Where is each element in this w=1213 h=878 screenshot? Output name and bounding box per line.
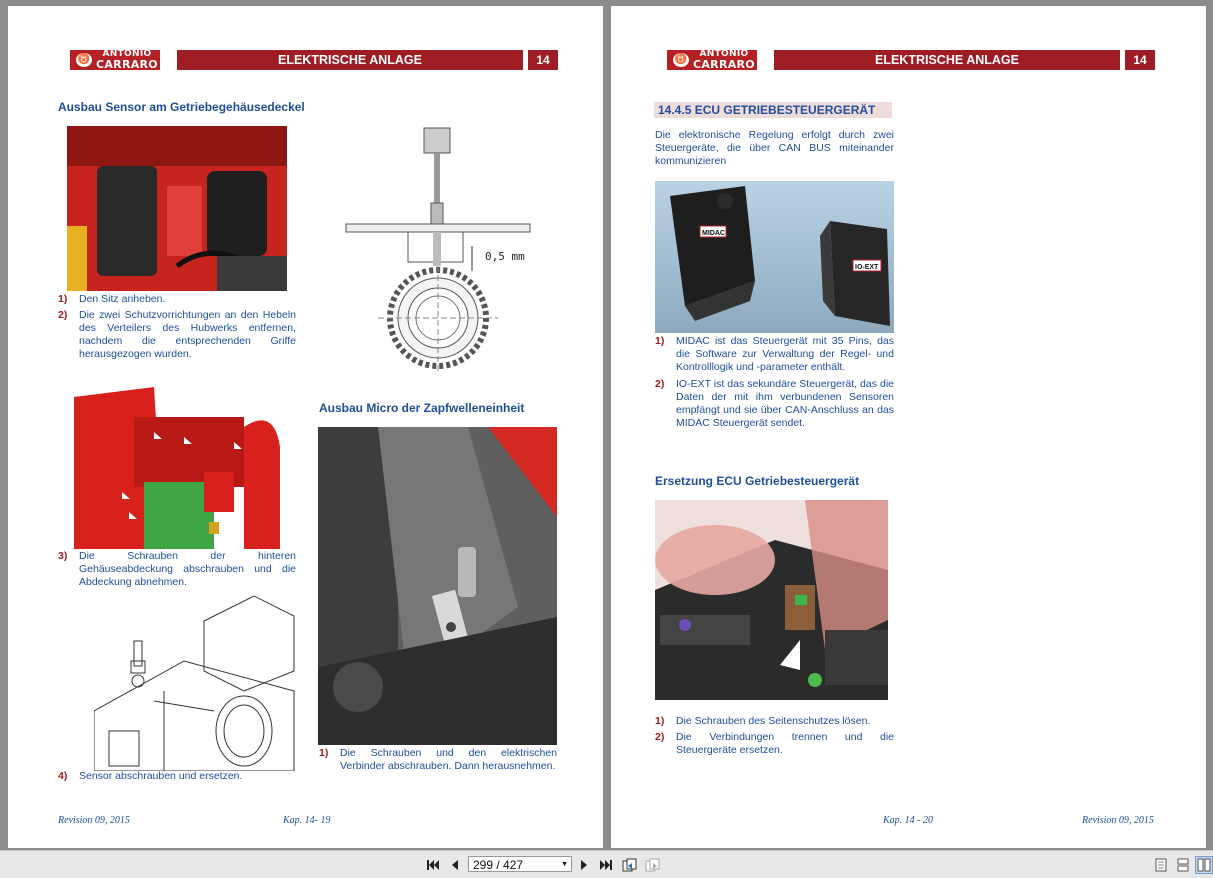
item-text: Die Schrauben der hinteren Gehäuseabdeckung abschrauben und die Abdeckung abnehmen.	[79, 550, 296, 588]
section-title-replace-ecu: Ersetzung ECU Getriebesteuergerät	[655, 474, 860, 488]
document-page-right	[611, 6, 1206, 848]
chapter-title: ELEKTRISCHE ANLAGE	[774, 50, 1120, 70]
midac-label: MIDAC	[702, 230, 725, 237]
ioext-label: IO-EXT	[855, 264, 879, 271]
list-item	[58, 293, 296, 306]
section-title-ecu: 14.4.5 ECU GETRIEBESTEUERGERÄT	[654, 102, 892, 118]
section-title-sensor: Ausbau Sensor am Getriebegehäusedeckel	[58, 100, 305, 114]
item-text: Sensor abschrauben und ersetzen.	[79, 770, 243, 782]
item-number: 3)	[58, 550, 68, 562]
list-item	[58, 550, 296, 589]
item-text: Den Sitz anheben.	[79, 293, 166, 305]
bull-logo-icon: ♉	[77, 54, 91, 65]
brand-bottom: CARRARO	[96, 58, 158, 71]
next-page-icon	[579, 859, 589, 871]
footer-revision: Revision 09, 2015	[58, 815, 130, 826]
chapter-number: 14	[528, 50, 558, 70]
item-number: 4)	[58, 770, 68, 782]
sensor-gap-drawing	[338, 126, 538, 371]
item-text: IO-EXT ist das sekundäre Steuergerät, das die Daten der mit ihm verbundenen Sensoren empfängt und sie über CAN-Anschluss an das MIDAC Steuergerät sendet.	[676, 378, 894, 429]
item-number: 1)	[58, 293, 68, 305]
list-item	[655, 731, 894, 757]
viewer-toolbar	[0, 850, 1213, 878]
photo-ecu-units	[655, 181, 894, 333]
last-page-button[interactable]	[597, 856, 615, 874]
brand-logo	[667, 50, 757, 70]
go-forward-view-button[interactable]	[644, 856, 662, 874]
item-number: 1)	[655, 715, 665, 727]
list-item	[58, 770, 296, 783]
brand-logo	[70, 50, 160, 70]
item-text: Die Schrauben des Seitenschutzes lösen.	[676, 715, 871, 727]
continuous-view-button[interactable]	[1174, 856, 1192, 874]
gap-label: 0,5 mm	[485, 250, 525, 263]
intro-paragraph: Die elektronische Regelung erfolgt durch zwei Steuergeräte, die über CAN BUS miteinander kommunizieren	[655, 129, 894, 167]
list-item	[655, 335, 894, 374]
section-title-micro: Ausbau Micro der Zapfwelleneinheit	[319, 401, 525, 415]
brand-top: ANTONIO	[102, 49, 152, 59]
last-page-icon	[599, 859, 613, 871]
two-page-icon	[1197, 858, 1211, 872]
footer-page-number: Kap. 14 - 20	[883, 815, 933, 826]
previous-page-button[interactable]	[446, 856, 464, 874]
housing-cover-render	[74, 387, 280, 549]
list-item	[655, 378, 894, 430]
list-item	[58, 309, 296, 361]
photo-sensor-housing	[67, 126, 287, 291]
go-back-view-button[interactable]	[621, 856, 639, 874]
item-number: 2)	[58, 309, 68, 321]
single-page-view-button[interactable]	[1152, 856, 1170, 874]
footer-revision: Revision 09, 2015	[1082, 815, 1154, 826]
page-indicator: 299 / 427	[473, 858, 524, 872]
next-page-button[interactable]	[575, 856, 593, 874]
item-number: 2)	[655, 731, 665, 743]
item-text: Die zwei Schutzvorrichtungen an den Hebeln des Verteilers des Hubwerks entfernen, nachdem die entsprechenden Griffe herausgezogen wurden.	[79, 309, 296, 360]
document-page-left	[8, 6, 603, 848]
ecu-location-render	[655, 500, 888, 700]
photo-pto-micro	[318, 427, 557, 745]
first-page-button[interactable]	[424, 856, 442, 874]
item-number: 1)	[319, 747, 329, 759]
previous-page-icon	[450, 859, 460, 871]
item-text: MIDAC ist das Steuergerät mit 35 Pins, das die Software zur Verwaltung der Regel- und Kontrolllogik und -parameter enthält.	[676, 335, 894, 373]
list-item	[655, 715, 894, 728]
footer-page-number: Kap. 14- 19	[283, 815, 331, 826]
brand-bottom: CARRARO	[693, 58, 755, 71]
chapter-number: 14	[1125, 50, 1155, 70]
single-page-icon	[1155, 858, 1167, 872]
bull-logo-icon: ♉	[674, 54, 688, 65]
page-number-input[interactable]	[468, 856, 572, 872]
continuous-page-icon	[1177, 858, 1189, 872]
next-view-icon	[645, 858, 661, 872]
list-item	[319, 747, 557, 773]
item-number: 1)	[655, 335, 665, 347]
item-number: 2)	[655, 378, 665, 390]
gearbox-line-drawing	[94, 591, 296, 771]
two-page-view-button[interactable]	[1195, 856, 1213, 874]
first-page-icon	[426, 859, 440, 871]
brand-top: ANTONIO	[699, 49, 749, 59]
item-text: Die Verbindungen trennen und die Steuergeräte ersetzen.	[676, 731, 894, 756]
chapter-title: ELEKTRISCHE ANLAGE	[177, 50, 523, 70]
previous-view-icon	[622, 858, 638, 872]
chevron-down-icon: ▼	[561, 861, 568, 868]
item-text: Die Schrauben und den elektrischen Verbinder abschrauben. Dann herausnehmen.	[340, 747, 557, 772]
